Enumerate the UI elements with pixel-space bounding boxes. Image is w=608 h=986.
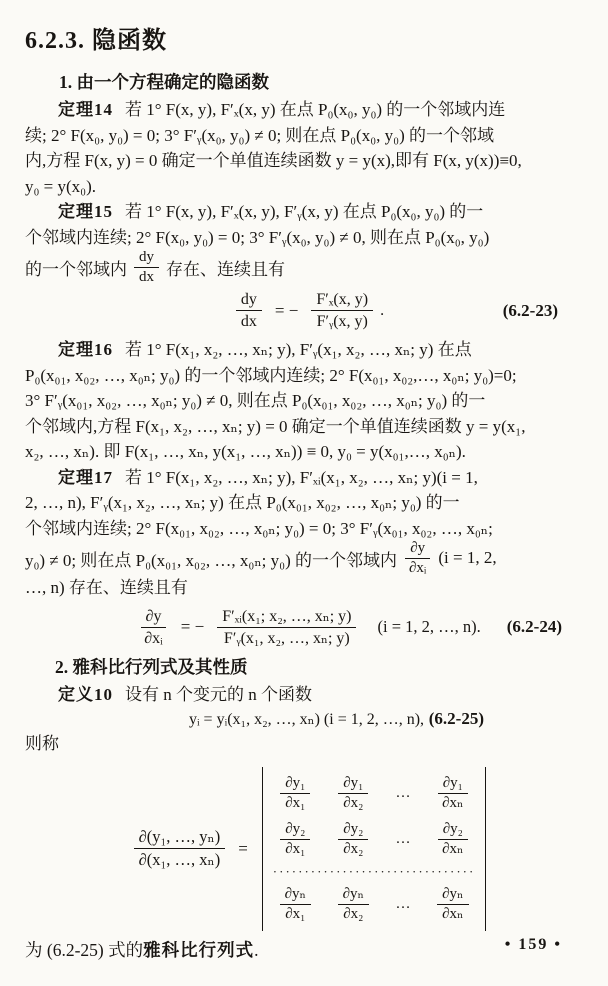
- inline-fraction-dy-dx: [134, 249, 159, 286]
- theorem-14-line-1: [25, 97, 588, 123]
- fraction-numerator: ∂yₙ: [437, 886, 468, 905]
- fraction-numerator: F′ₓ(x, y): [311, 290, 373, 311]
- fraction-denominator: ∂xₙ: [442, 905, 464, 922]
- fraction-numerator: dy: [236, 290, 262, 311]
- equation-body: yᵢ = yᵢ(x₁, x₂, …, xₙ) (i = 1, 2, …, n),: [188, 711, 425, 728]
- matrix-cell: [437, 886, 468, 923]
- theorem-17-line-2: 2, …, n), F′ᵧ(x₁, x₂, …, xₙ; y) 在点 P₀(x₀₁, x₀₂, …, x₀ₙ; y₀) 的一: [25, 493, 460, 512]
- equation-tag-6-2-25: (6.2-25): [428, 709, 484, 728]
- fraction-denominator: ∂x₁: [285, 905, 306, 922]
- formula-6-2-25: [25, 709, 588, 729]
- fraction-denominator: ∂xᵢ: [408, 559, 427, 576]
- fraction-denominator: ∂x₂: [343, 905, 364, 922]
- equation-tag-6-2-23: (6.2-23): [502, 300, 558, 320]
- fraction-denominator: ∂x₂: [343, 794, 364, 811]
- lhs-fraction: [236, 290, 262, 331]
- jacobian-determinant-formula: [25, 767, 588, 931]
- fraction-numerator: ∂yₙ: [280, 886, 311, 905]
- theorem-16-line-1: [25, 337, 588, 363]
- equals-operator: =: [238, 838, 248, 858]
- theorem-17-line-5: …, n) 存在、连续且有: [25, 578, 188, 597]
- theorem-17-line-1: [25, 465, 588, 491]
- ellipsis: …: [395, 830, 411, 847]
- fraction-denominator: ∂x₁: [285, 794, 306, 811]
- subsection-2-heading: 2. 雅科比行列式及其性质: [55, 656, 248, 677]
- theorem-17-line-4: [25, 541, 588, 575]
- fraction-denominator: dx: [240, 313, 257, 330]
- definition-10-text: 设有 n 个变元的 n 个函数: [125, 684, 312, 704]
- matrix-cell: [338, 775, 368, 812]
- theorem-15-label: 定理15: [58, 202, 113, 221]
- theorem-15-line-3: [25, 250, 588, 284]
- subsection-1-heading: 1. 由一个方程确定的隐函数: [59, 72, 269, 92]
- theorem-14-line-3: 内,方程 F(x, y) = 0 确定一个单值连续函数 y = y(x),即有 F(x, y(x))≡0,: [25, 151, 522, 170]
- lhs-fraction: [139, 607, 168, 648]
- formula-6-2-23: [25, 290, 588, 331]
- matrix-cell: [280, 775, 310, 812]
- rhs-fraction: [217, 607, 356, 648]
- matrix-cell: [437, 775, 468, 812]
- formula-6-2-24: [25, 607, 588, 648]
- matrix-cell: [280, 886, 311, 923]
- definition-10-line-1: [25, 682, 588, 708]
- theorem-16-text-1: 若 1° F(x₁, x₂, …, xₙ; y), F′ᵧ(x₁, x₂, …, xₙ; y) 在点: [125, 340, 472, 359]
- equation-tag-6-2-24: (6.2-24): [506, 617, 562, 636]
- theorem-16-label: 定理16: [58, 340, 113, 359]
- closing-sentence: [25, 937, 588, 963]
- fraction-numerator: ∂yₙ: [338, 886, 369, 905]
- ellipsis: …: [395, 784, 411, 801]
- closing-post: .: [254, 939, 259, 960]
- fraction-numerator: ∂(y₁, …, yₙ): [134, 827, 226, 849]
- equals-minus-operator: = −: [274, 300, 299, 320]
- matrix-cell: [338, 886, 369, 923]
- matrix-cell: [338, 821, 368, 858]
- jacobian-lhs-fraction: [134, 827, 226, 870]
- fraction-numerator: ∂y₁: [280, 775, 310, 794]
- jacobian-lhs: [127, 827, 233, 870]
- fraction-numerator: ∂y: [405, 540, 430, 559]
- period: .: [380, 301, 385, 319]
- fraction-numerator: ∂y: [141, 607, 167, 628]
- theorem-16-line-2: P₀(x₀₁, x₀₂, …, x₀ₙ; y₀) 的一个邻域内连续; 2° F(x₀₁, x₀₂,…, x₀ₙ; y₀)=0;: [25, 365, 517, 385]
- fraction-denominator: ∂(x₁, …, xₙ): [138, 850, 221, 869]
- determinant-matrix: [262, 767, 487, 931]
- theorem-17-line-3: 个邻域内连续; 2° F(x₀₁, x₀₂, …, x₀ₙ; y₀) = 0; 3° F′ᵧ(x₀₁, x₀₂, …, x₀ₙ;: [25, 518, 493, 538]
- fraction-denominator: ∂xₙ: [442, 794, 464, 811]
- closing-bold-term: 雅科比行列式: [143, 939, 255, 960]
- theorem-16-line-4: 个邻域内,方程 F(x₁, x₂, …, xₙ; y) = 0 确定一个单值连续函数 y = y(x₁,: [25, 416, 526, 436]
- ellipsis: …: [395, 895, 411, 912]
- theorem-15-line-1: [25, 199, 588, 225]
- theorem-15-text-3b: 存在、连续且有: [166, 259, 285, 279]
- fraction-denominator: ∂x₂: [343, 840, 364, 857]
- theorem-14-label: 定理14: [58, 100, 113, 119]
- theorem-14-line-4: y₀ = y(x₀).: [25, 176, 97, 196]
- closing-pre: 为 (6.2-25) 式的: [25, 939, 144, 960]
- fraction-denominator: dx: [139, 268, 154, 285]
- page-number: • 159 •: [504, 936, 562, 953]
- theorem-14-text-1: 若 1° F(x, y), F′ₓ(x, y) 在点 P₀(x₀, y₀) 的一个邻域内连: [125, 100, 506, 119]
- section-heading: 6.2.3. 隐函数: [25, 28, 167, 54]
- matrix-cell: [437, 821, 468, 858]
- fraction-denominator: F′ᵧ(x₁, x₂, …, xₙ; y): [223, 629, 350, 647]
- equals-minus-operator: = −: [180, 617, 205, 636]
- fraction-numerator: ∂y₁: [338, 775, 368, 794]
- index-condition: (i = 1, 2, …, n).: [377, 617, 481, 636]
- theorem-16-line-3: 3° F′ᵧ(x₀₁, x₀₂, …, x₀ₙ; y₀) ≠ 0, 则在点 P₀(x₀₁, x₀₂, …, x₀ₙ; y₀) 的一: [25, 391, 486, 410]
- fraction-denominator: ∂xᵢ: [144, 629, 163, 647]
- then-call-text: 则称: [25, 734, 59, 753]
- theorem-14-line-2: 续; 2° F(x₀, y₀) = 0; 3° F′ᵧ(x₀, y₀) ≠ 0; 则在点 P₀(x₀, y₀) 的一个邻域: [25, 125, 494, 145]
- fraction-numerator: F′ₓᵢ(x₁; x₂, …, xₙ; y): [217, 607, 356, 628]
- fraction-numerator: ∂y₂: [338, 821, 368, 840]
- matrix-cell: [280, 821, 310, 858]
- rhs-fraction: [311, 290, 373, 331]
- definition-10-label: 定义10: [58, 684, 113, 704]
- fraction-denominator: ∂x₁: [285, 840, 306, 857]
- fraction-numerator: dy: [134, 249, 159, 268]
- fraction-numerator: ∂y₂: [438, 821, 468, 840]
- theorem-17-text-4a: y₀) ≠ 0; 则在点 P₀(x₀₁, x₀₂, …, x₀ₙ; y₀) 的一个邻域内: [25, 550, 397, 570]
- fraction-denominator: F′ᵧ(x, y): [316, 313, 368, 330]
- inline-fraction-dy-dxi: [404, 540, 431, 577]
- theorem-15-line-2: 个邻域内连续; 2° F(x₀, y₀) = 0; 3° F′ᵧ(x₀, y₀) ≠ 0, 则在点 P₀(x₀, y₀): [25, 227, 490, 247]
- fraction-numerator: ∂y₁: [438, 775, 468, 794]
- theorem-15-text-3a: 的一个邻域内: [25, 259, 127, 279]
- theorem-15-text-1: 若 1° F(x, y), F′ₓ(x, y), F′ᵧ(x, y) 在点 P₀(x₀, y₀) 的一: [125, 202, 484, 221]
- dotted-filler-row: ································: [272, 866, 476, 877]
- theorem-17-text-1: 若 1° F(x₁, x₂, …, xₙ; y), F′ₓᵢ(x₁, x₂, …, xₙ; y)(i = 1,: [125, 467, 478, 487]
- theorem-17-text-4b: (i = 1, 2,: [438, 548, 497, 567]
- theorem-16-line-5: x₂, …, xₙ). 即 F(x₁, …, xₙ, y(x₁, …, xₙ)) ≡ 0, y₀ = y(x₀₁,…, x₀ₙ).: [25, 442, 466, 461]
- theorem-17-label: 定理17: [58, 467, 113, 487]
- fraction-denominator: ∂xₙ: [442, 840, 464, 857]
- fraction-numerator: ∂y₂: [280, 821, 310, 840]
